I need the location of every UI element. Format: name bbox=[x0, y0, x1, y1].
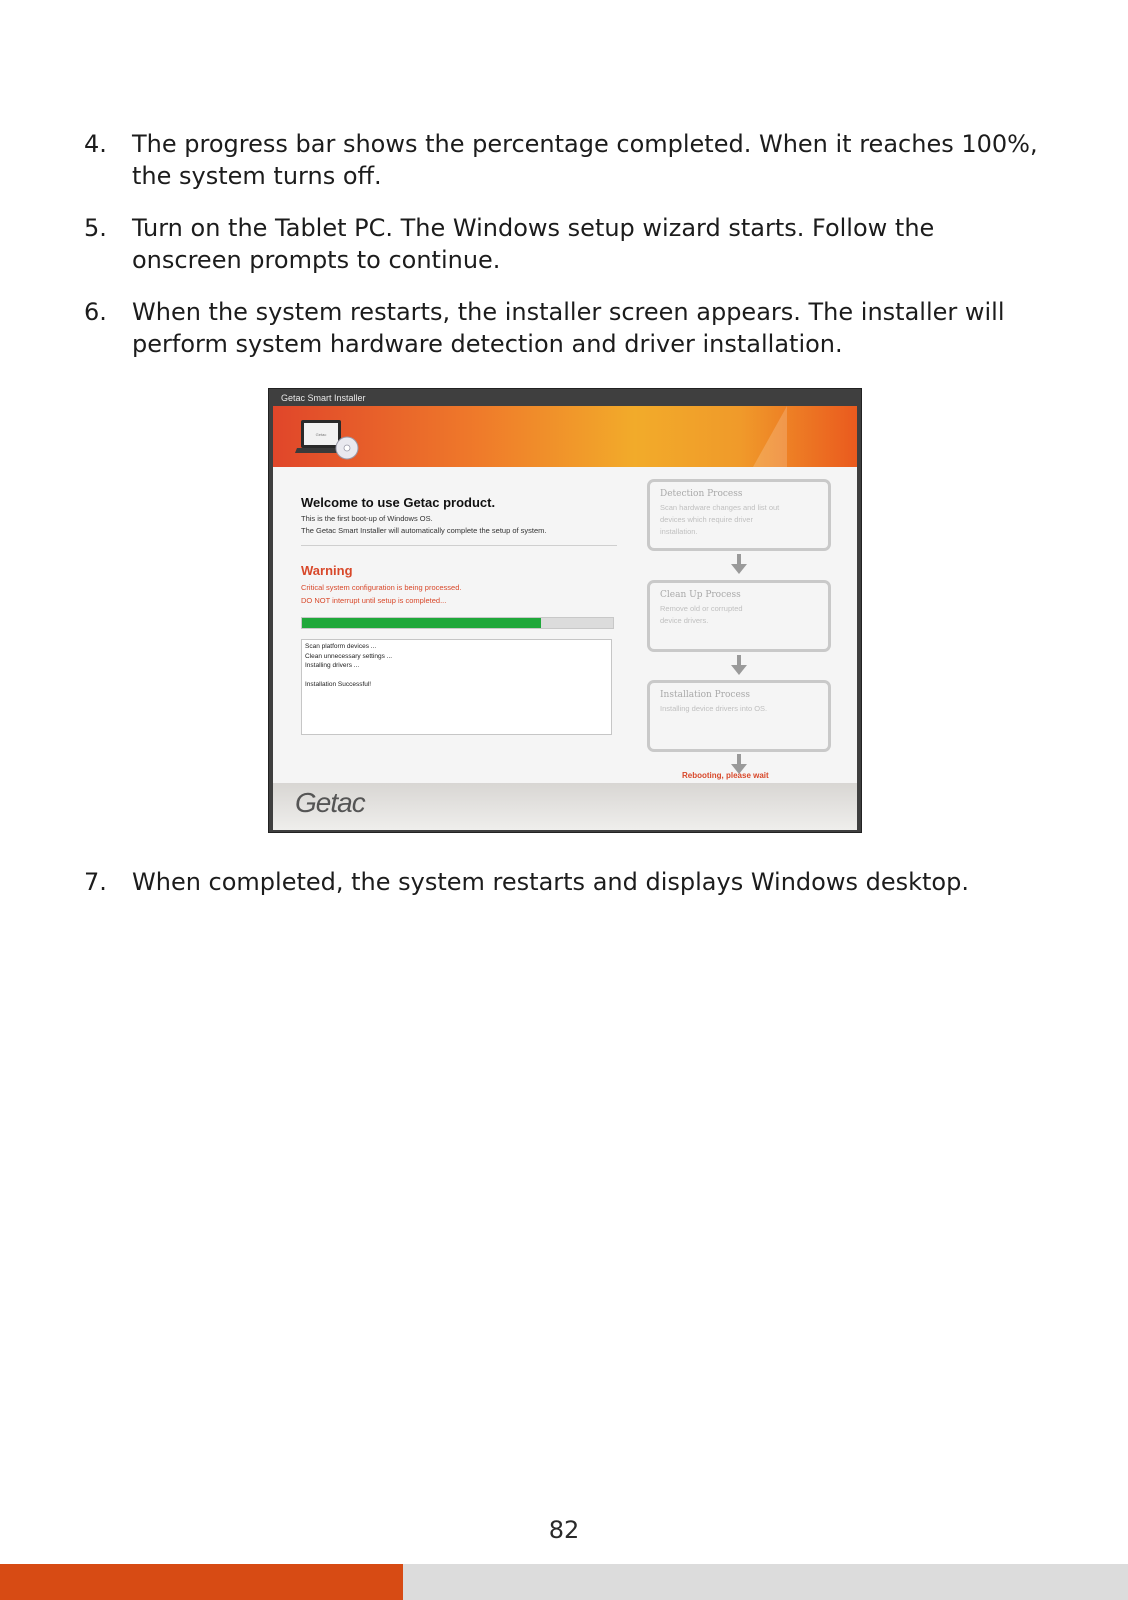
step-5 bbox=[84, 212, 1044, 276]
step-6 bbox=[84, 296, 1044, 360]
step-number: 7. bbox=[84, 868, 107, 896]
log-line: Installing drivers ... bbox=[305, 662, 360, 669]
process-desc-line: Remove old or corrupted bbox=[660, 604, 743, 613]
log-line: Scan platform devices ... bbox=[305, 643, 377, 650]
welcome-line: This is the first boot-up of Windows OS. bbox=[301, 514, 433, 523]
installation-process-box bbox=[647, 680, 831, 752]
process-desc bbox=[660, 603, 818, 627]
warning-title: Warning bbox=[301, 563, 353, 578]
process-desc-line: installation. bbox=[660, 527, 698, 536]
reboot-status: Rebooting, please wait bbox=[682, 771, 769, 780]
welcome-line: The Getac Smart Installer will automatically complete the setup of system. bbox=[301, 526, 547, 535]
banner-decoration bbox=[753, 406, 787, 467]
detection-process-box bbox=[647, 479, 831, 551]
process-title: Clean Up Process bbox=[660, 590, 741, 600]
log-gap bbox=[305, 671, 608, 680]
process-title: Detection Process bbox=[660, 489, 743, 499]
process-desc-line: Installing device drivers into OS. bbox=[660, 704, 768, 713]
step-4 bbox=[84, 128, 1044, 192]
step-text: Turn on the Tablet PC. The Windows setup wizard starts. Follow the onscreen prompts to continue. bbox=[132, 214, 935, 274]
log-line: Clean unnecessary settings ... bbox=[305, 652, 393, 660]
step-text: When completed, the system restarts and displays Windows desktop. bbox=[132, 868, 969, 896]
laptop-cd-icon bbox=[295, 418, 365, 460]
laptop-screen-label: Getac bbox=[315, 432, 327, 437]
process-desc-line: Scan hardware changes and list out bbox=[660, 503, 780, 512]
warning-line: DO NOT interrupt until setup is completed... bbox=[301, 596, 447, 605]
process-title: Installation Process bbox=[660, 690, 751, 700]
installer-footer bbox=[273, 783, 857, 830]
arrow-down-icon bbox=[729, 554, 749, 576]
window-title: Getac Smart Installer bbox=[281, 393, 366, 403]
footer-bar-accent bbox=[0, 1564, 403, 1600]
step-number: 5. bbox=[84, 214, 107, 242]
cleanup-process-box bbox=[647, 580, 831, 652]
process-desc-line: devices which require driver bbox=[660, 515, 753, 524]
installer-screenshot bbox=[268, 388, 862, 833]
step-text: The progress bar shows the percentage completed. When it reaches 100%, the system turns off. bbox=[132, 130, 1038, 190]
page-number: 82 bbox=[548, 1516, 580, 1544]
install-log bbox=[301, 639, 612, 735]
log-line: Installation Successful! bbox=[305, 680, 372, 688]
installer-banner bbox=[273, 406, 857, 467]
welcome-title: Welcome to use Getac product. bbox=[301, 495, 496, 510]
getac-logo: Getac bbox=[295, 787, 365, 818]
step-number: 4. bbox=[84, 130, 107, 158]
step-number: 6. bbox=[84, 298, 107, 326]
process-desc bbox=[660, 502, 818, 538]
step-text: When the system restarts, the installer screen appears. The installer will perform system hardware detection and driver installation. bbox=[132, 298, 1005, 358]
footer-bar-gray bbox=[403, 1564, 1128, 1600]
arrow-down-icon bbox=[729, 655, 749, 677]
warning-line: Critical system configuration is being processed. bbox=[301, 583, 462, 592]
process-desc bbox=[660, 703, 818, 715]
separator bbox=[301, 545, 617, 546]
progress-bar bbox=[301, 617, 614, 629]
process-desc-line: device drivers. bbox=[660, 616, 709, 625]
installer-client-area bbox=[273, 406, 857, 830]
progress-fill bbox=[302, 618, 541, 628]
step-7 bbox=[84, 866, 1044, 898]
